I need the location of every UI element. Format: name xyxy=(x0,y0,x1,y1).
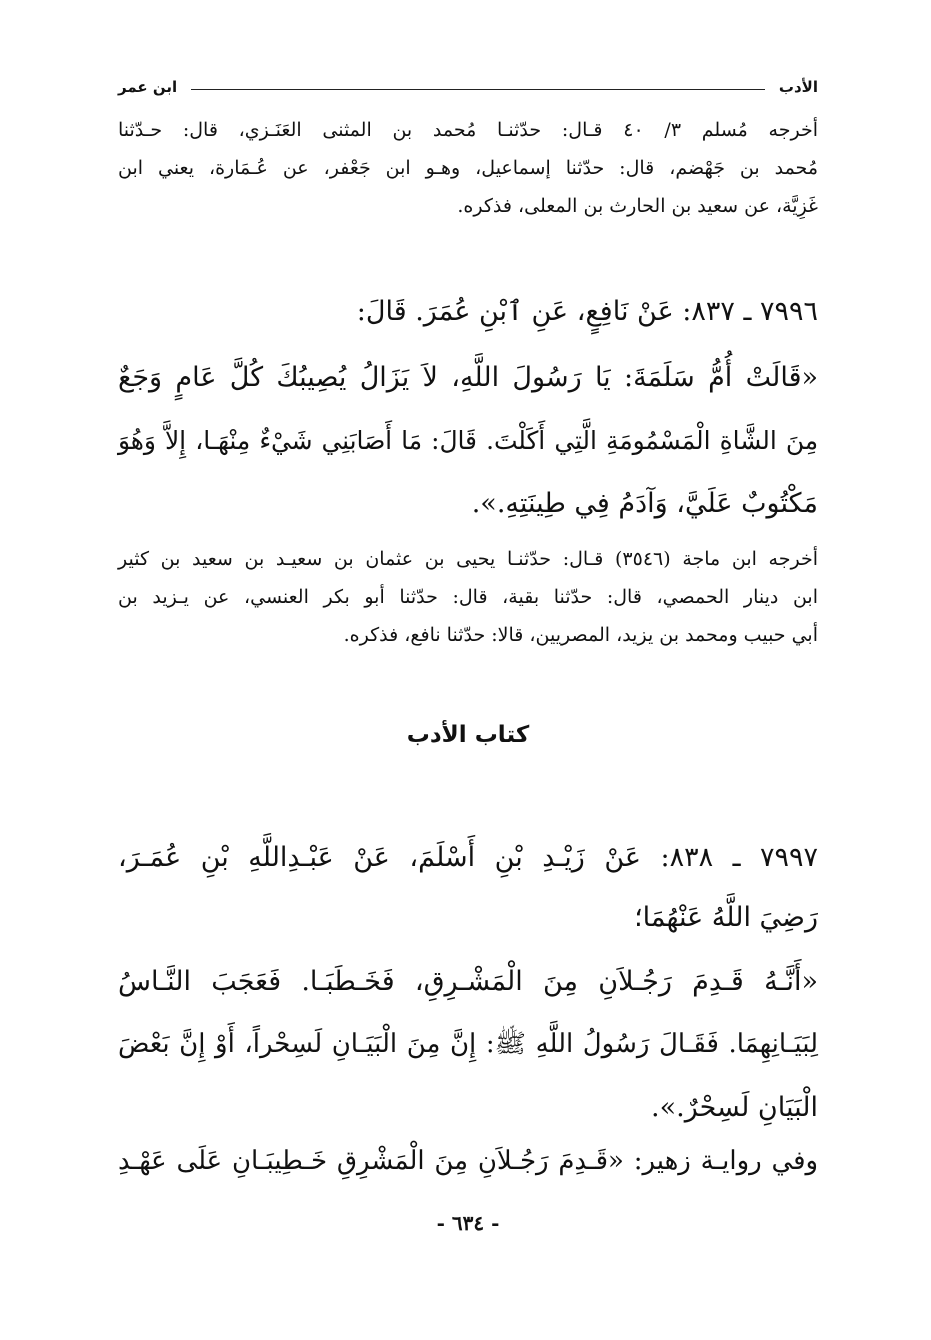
hadith-line: الْبَيَانِ لَسِحْرٌ.». xyxy=(651,1092,818,1123)
hadith-line: «أَنَّـهُ قَـدِمَ رَجُـلاَنِ مِنَ الْمَشْـرِقِ، فَخَـطَبَـا. فَعَجَبَ النَّـاسُ xyxy=(118,966,818,997)
riwaya-line: وفي روايـة زهير: «قَـدِمَ رَجُـلاَنِ مِنَ الْمَشْرِقِ خَـطِيبَـانِ عَلَى عَهْـدِ xyxy=(118,1146,818,1176)
takhrij-line: أخرجه ابن ماجة (٣٥٤٦) قـال: حدّثنـا يحيى بن عثمان بن سعيـد بن سعيد بن كثير xyxy=(118,548,818,570)
takhrij-line: أبي حبيب ومحمد بن يزيد، المصريين، قالا: حدّثنا نافع، فذكره. xyxy=(343,624,818,646)
takhrij-line: ابن دينار الحمصي، قال: حدّثنا بقية، قال: حدّثنا أبو بكر العنسي، عن يـزيد بن xyxy=(118,586,818,608)
takhrij-ibn-majah xyxy=(118,540,818,654)
hadith-7997-text xyxy=(118,950,818,1139)
hadith-7997-riwaya xyxy=(118,1130,818,1193)
header-rule xyxy=(191,89,765,90)
takhrij-muslim xyxy=(118,111,818,225)
hadith-line: لِبَيَـانِهِمَا. فَقَـالَ رَسُولُ اللَّهِ ﷺ: إِنَّ مِنَ الْبَيَـانِ لَسِحْراً، أَوْ إِنَّ بَعْضَ xyxy=(118,1029,818,1059)
hadith-heading-line: ٧٩٩٦ ـ ٨٣٧: عَنْ نَافِعٍ، عَنِ ٱبْنِ عُمَرَ. قَالَ: xyxy=(356,296,818,327)
hadith-line: «قَالَتْ أُمُّ سَلَمَةَ: يَا رَسُولَ اللَّهِ، لاَ يَزَالُ يُصِيبُكَ كُلَّ عَامٍ وَجَعٌ xyxy=(118,362,818,393)
takhrij-line: مُحمد بن جَهْضم، قال: حدّثنا إسماعيل، وهـو ابن جَعْفر، عن عُـمَارة، يعني ابن xyxy=(118,157,818,179)
hadith-7996-heading xyxy=(118,282,818,342)
header-book-title: الأدب xyxy=(778,78,818,96)
header-author: ابن عمر xyxy=(118,78,178,96)
takhrij-line: أخرجه مُسلم ٣/ ٤٠ قـال: حدّثنـا مُحمد بن المثنى العَنَـزي، قال: حـدّثنا xyxy=(118,119,818,141)
running-header xyxy=(118,72,818,102)
hadith-heading-line: ٧٩٩٧ ـ ٨٣٨: عَنْ زَيْـدِ بْنِ أَسْلَمَ، عَنْ عَبْـدِاللَّهِ بْنِ عُمَـرَ، xyxy=(118,842,818,873)
takhrij-line: غَزِيَّة، عن سعيد بن الحارث بن المعلى، فذكره. xyxy=(457,195,818,217)
hadith-line: مَكْتُوبٌ عَلَيَّ، وَآدَمُ فِي طِينَتِهِ.». xyxy=(471,488,818,519)
hadith-line: مِنَ الشَّاةِ الْمَسْمُومَةِ الَّتِي أَكَلْتَ. قَالَ: مَا أَصَابَنِي شَيْءٌ مِنْهَـا، إِلاَّ وَهُوَ xyxy=(118,426,818,455)
page-number: - ٦٣٤ - xyxy=(436,1211,500,1235)
hadith-heading-line: رَضِيَ اللَّهُ عَنْهُمَا؛ xyxy=(634,902,818,933)
hadith-7996-text xyxy=(118,346,818,535)
chapter-title: كتاب الأدب xyxy=(406,722,530,748)
hadith-7997-heading xyxy=(118,828,818,948)
